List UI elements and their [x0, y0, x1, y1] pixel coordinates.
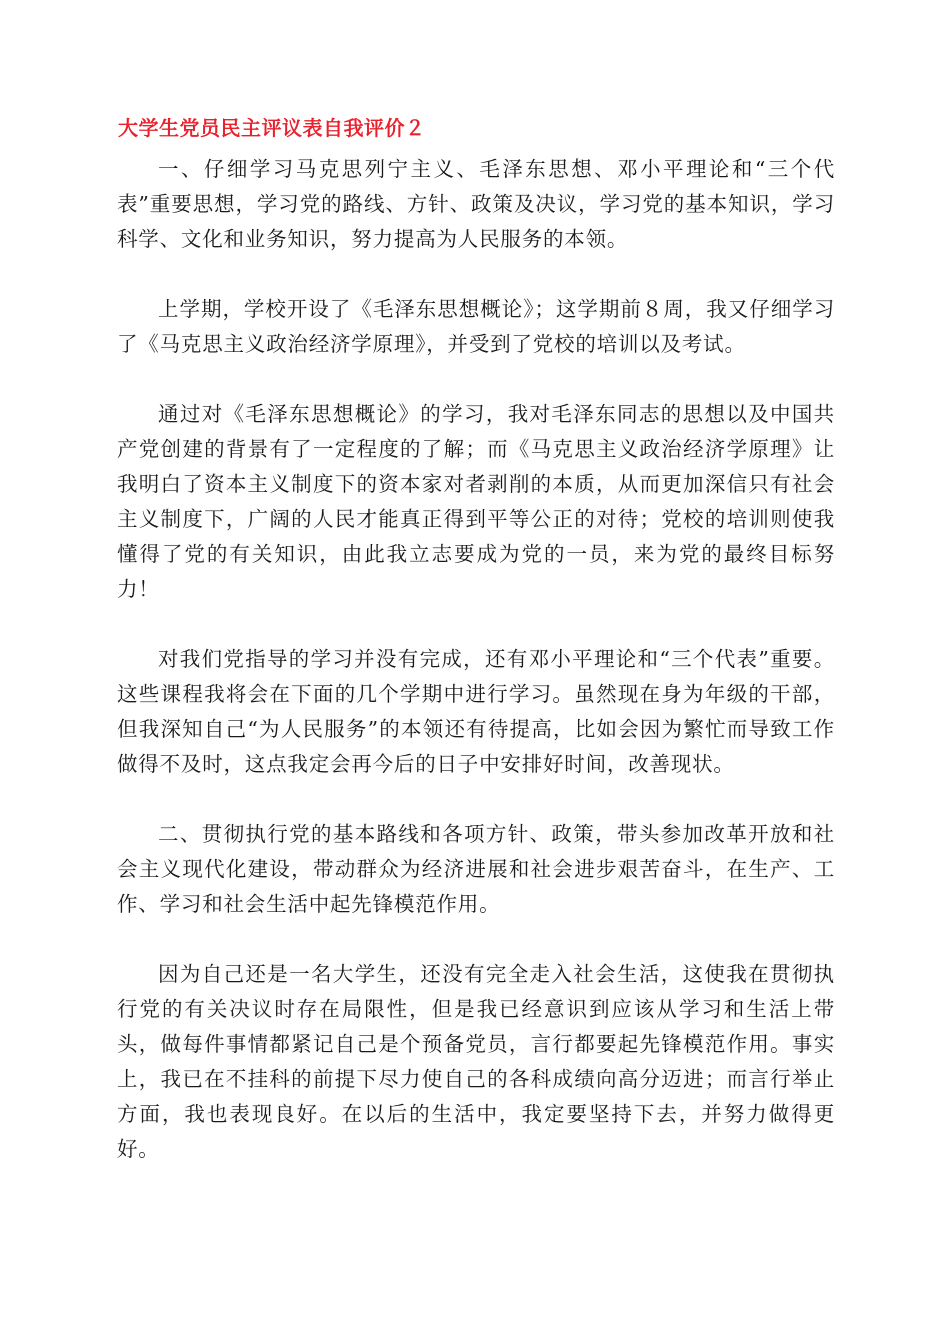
paragraph-2: 上学期，学校开设了《毛泽东思想概论》；这学期前８周，我又仔细学习了《马克思主义政治经济学原理》，并受到了党校的培训以及考试。: [117, 297, 835, 356]
paragraph-6: 因为自己还是一名大学生，还没有完全走入社会生活，这使我在贯彻执行党的有关决议时存在局限性，但是我已经意识到应该从学习和生活上带头，做每件事情都紧记自己是个预备党员，言行都要起先锋模范作用。事实上，我已在不挂科的前提下尽力使自己的各科成绩向高分迈进；而言行举止方面，我也表现良好。在以后的生活中，我定要坚持下去，并努力做得更好。: [117, 962, 835, 1161]
paragraph-3: 通过对《毛泽东思想概论》的学习，我对毛泽东同志的思想以及中国共产党创建的背景有了一定程度的了解；而《马克思主义政治经济学原理》让我明白了资本主义制度下的资本家对者剥削的本质，从而更加深信只有社会主义制度下，广阔的人民才能真正得到平等公正的对待；党校的培训则使我懂得了党的有关知识，由此我立志要成为党的一员，来为党的最终目标努力！: [117, 402, 835, 601]
paragraph-5: 二、贯彻执行党的基本路线和各项方针、政策，带头参加改革开放和社会主义现代化建设，带动群众为经济进展和社会进步艰苦奋斗，在生产、工作、学习和社会生活中起先锋模范作用。: [117, 822, 835, 916]
paragraph-1: 一、仔细学习马克思列宁主义、毛泽东思想、邓小平理论和“三个代表”重要思想，学习党的路线、方针、政策及决议，学习党的基本知识，学习科学、文化和业务知识，努力提高为人民服务的本领。: [117, 157, 835, 251]
document-title: 大学生党员民主评议表自我评价２: [118, 116, 426, 140]
document-body: [117, 152, 835, 1202]
paragraph-4: 对我们党指导的学习并没有完成，还有邓小平理论和“三个代表”重要。这些课程我将会在下面的几个学期中进行学习。虽然现在身为年级的干部，但我深知自己“为人民服务”的本领还有待提高，比如会因为繁忙而导致工作做得不及时，这点我定会再今后的日子中安排好时间，改善现状。: [117, 647, 835, 776]
